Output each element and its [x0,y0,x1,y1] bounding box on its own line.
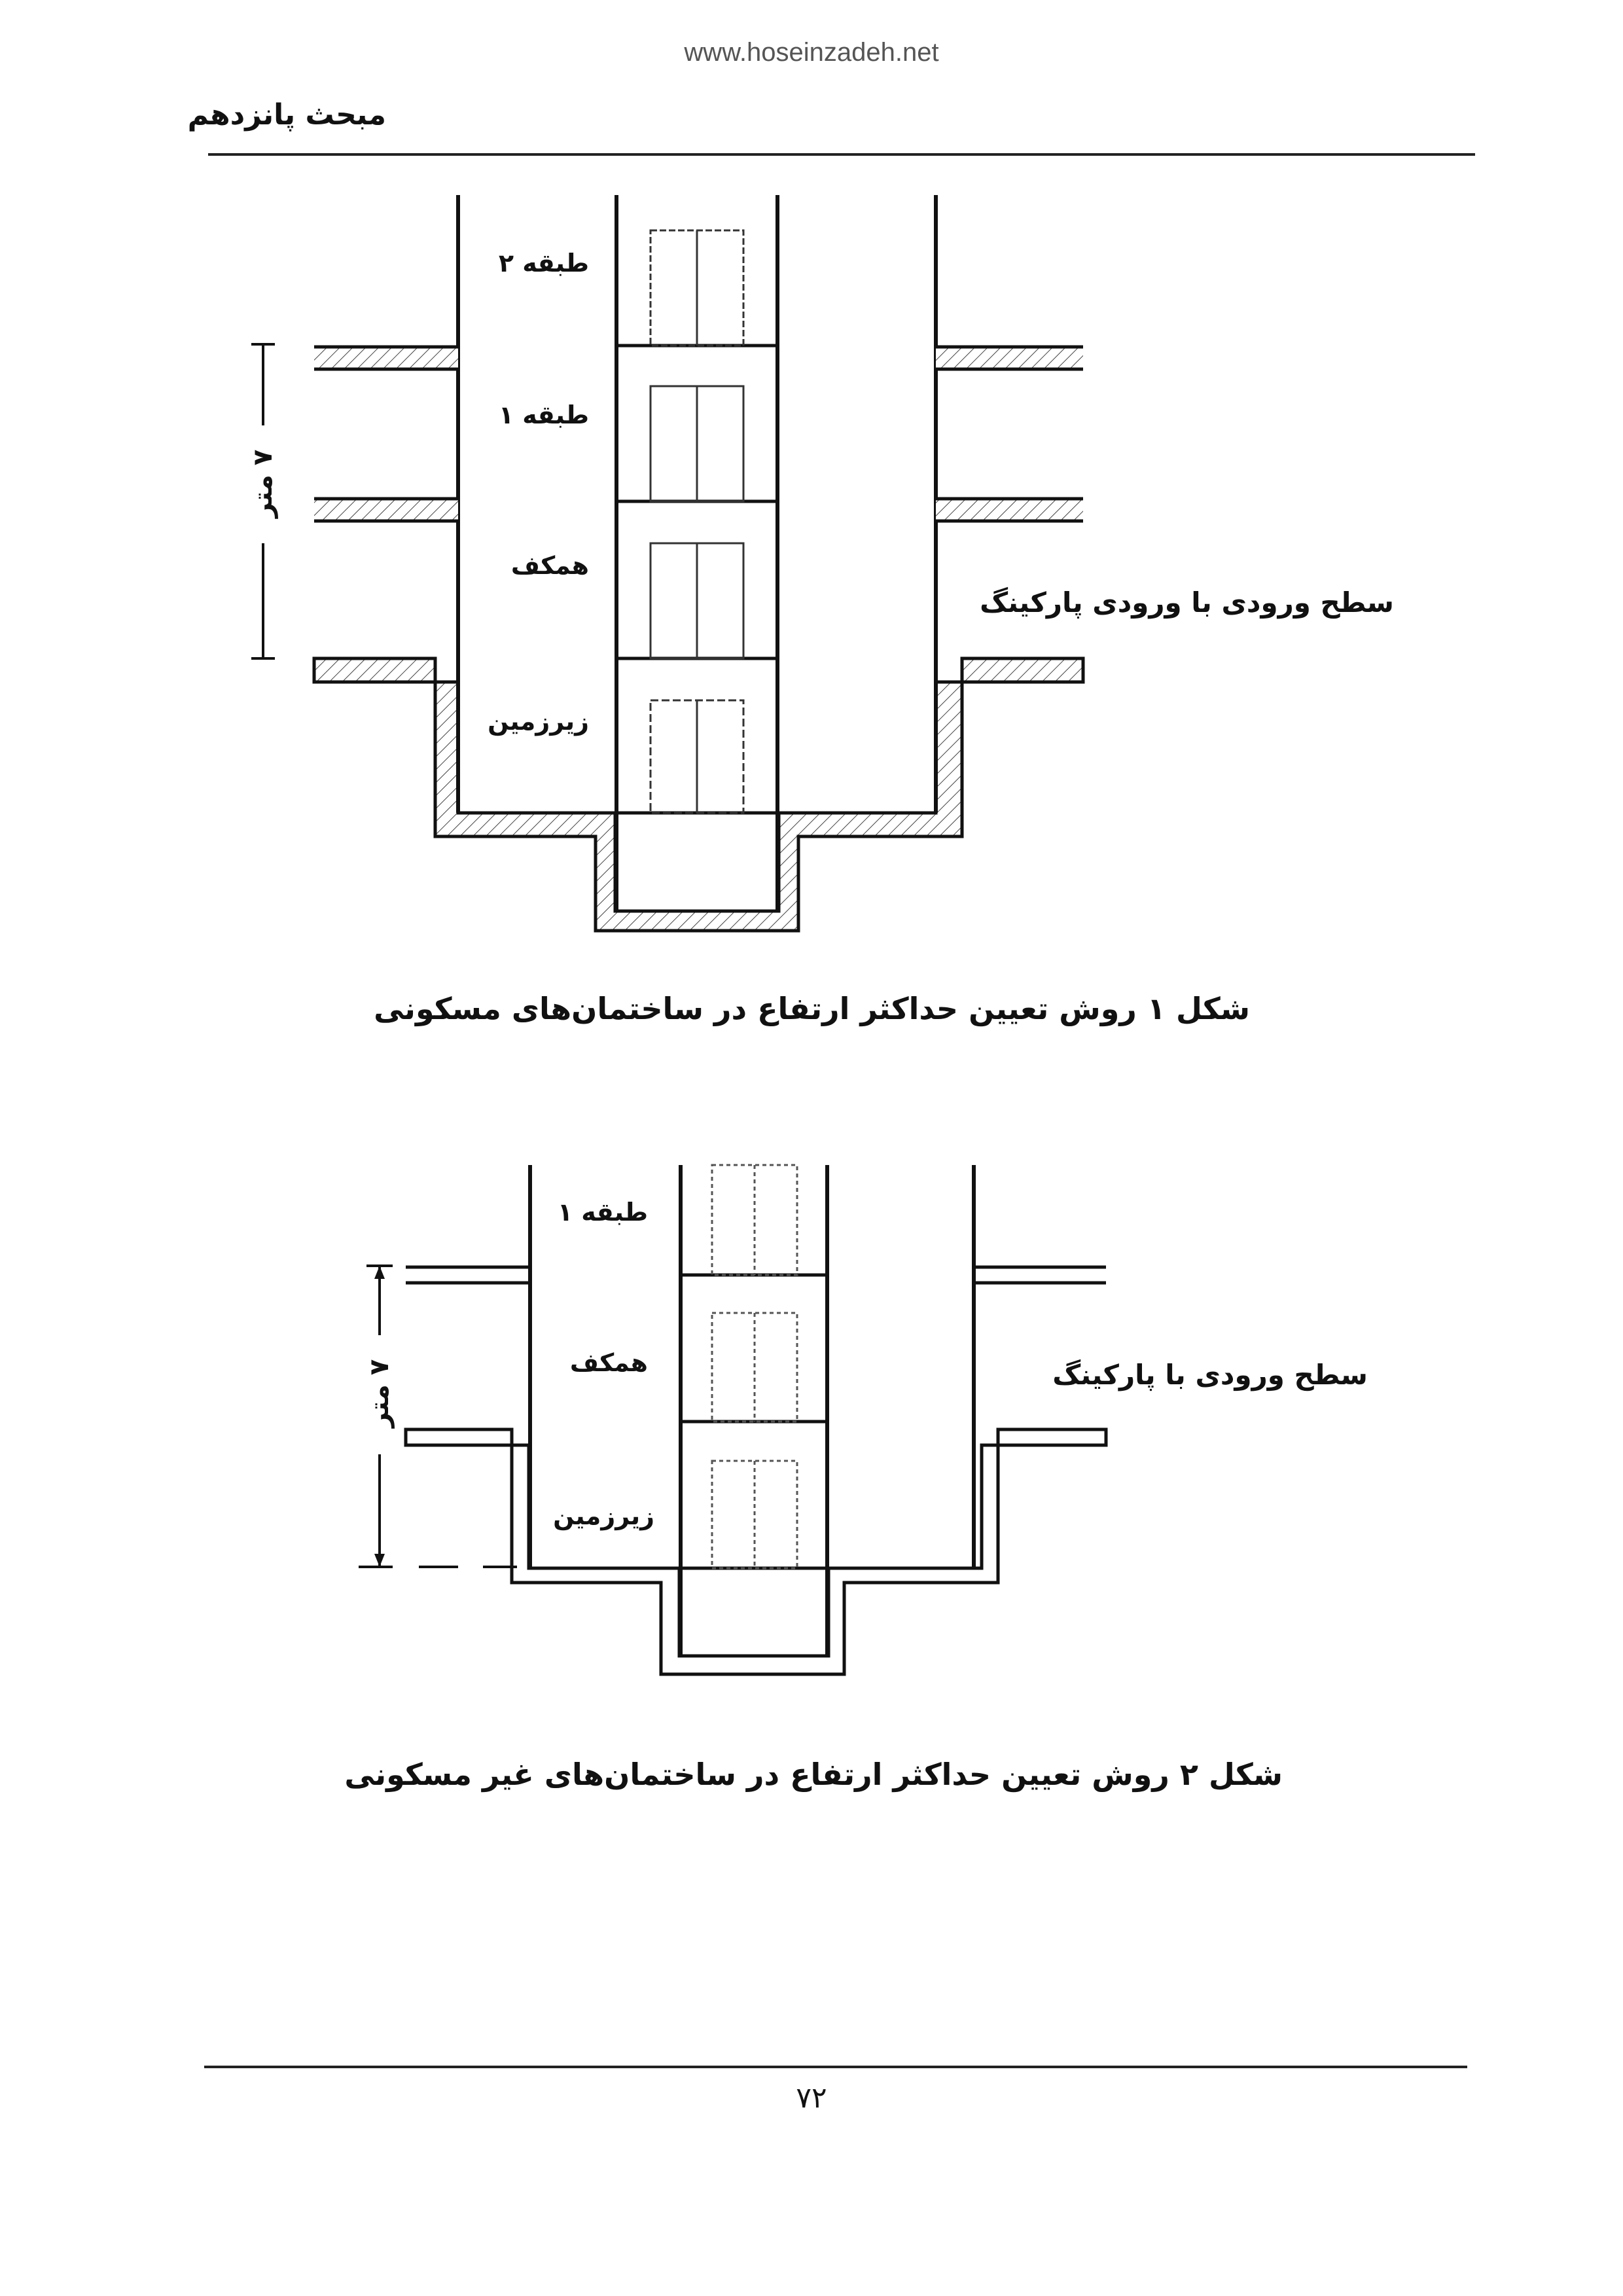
page-number: ۷۲ [796,2081,827,2115]
figure1-section-drawing [251,195,1083,931]
figure1-floor-label-basement: زیرزمین [488,707,589,736]
figure2-dimension-label: ۷ متر [365,1359,395,1428]
figure1-foundation [314,658,1083,931]
figure2-floor-label-1: طبقه ۱ [557,1198,648,1227]
chapter-title: مبحث پانزدهم [187,98,386,132]
figure2-foundation [406,1429,1106,1674]
figure1-floor-label-ground: همکف [510,551,589,580]
figure2-caption: شکل ۲ روش تعیین حداکثر ارتفاع در ساختمان‌های غیر مسکونی [344,1757,1283,1792]
figure1-caption: شکل ۱ روش تعیین حداکثر ارتفاع در ساختمان‌های مسکونی [374,991,1250,1026]
figure2-section-drawing [359,1165,1106,1674]
figure1-entrance-label: سطح ورودی با ورودی پارکینگ [980,586,1394,619]
footer-rule [204,2066,1467,2068]
figure1-floor-label-2: طبقه ۲ [498,249,589,278]
figure1-dimension-label: ۷ متر [248,449,278,518]
figure2-floor-label-ground: همکف [569,1348,648,1377]
figure1-floor-label-1: طبقه ۱ [498,401,589,429]
figure2-entrance-label: سطح ورودی با پارکینگ [1052,1359,1368,1391]
figure2-floor-label-basement: زیرزمین [553,1501,654,1530]
website-watermark: www.hoseinzadeh.net [684,38,939,67]
